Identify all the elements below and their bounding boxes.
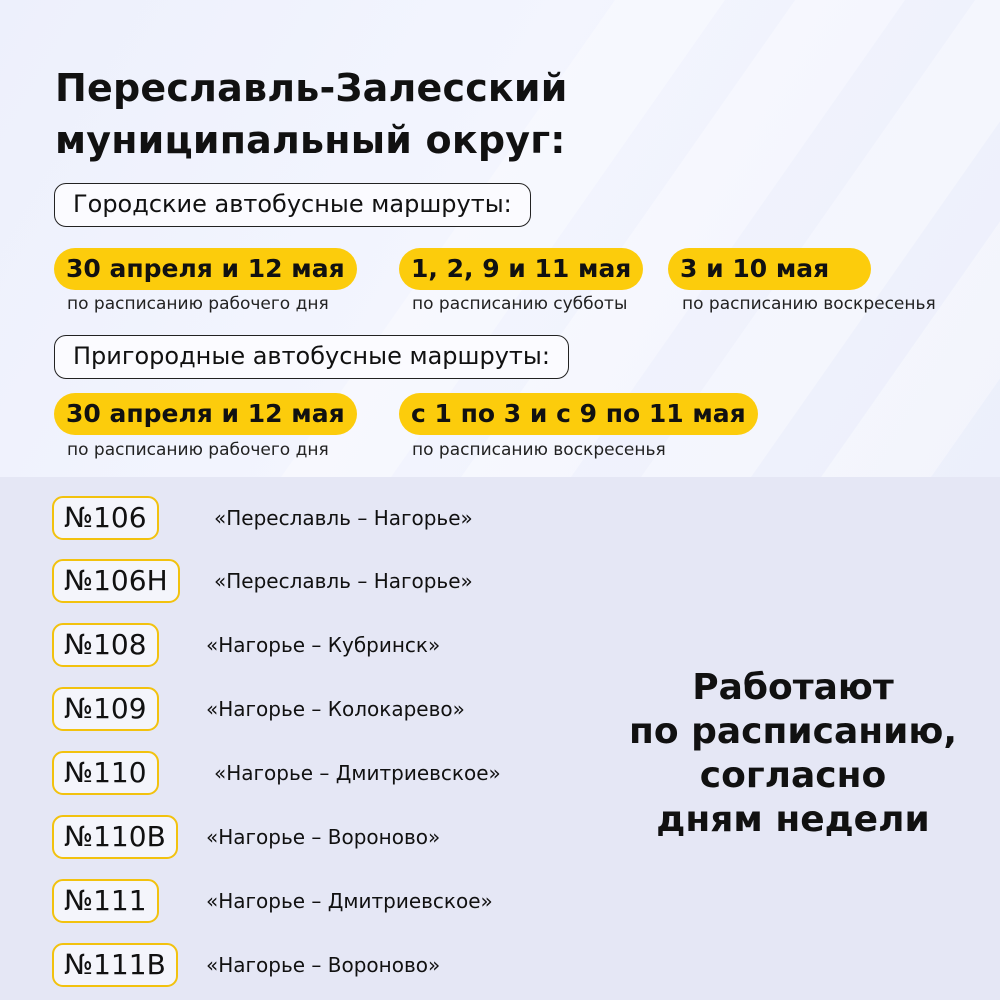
date-pill: 30 апреля и 12 мая [54, 393, 357, 435]
city-routes-heading: Городские автобусные маршруты: [54, 183, 531, 227]
route-name: «Нагорье – Кубринск» [206, 633, 441, 657]
route-name: «Переславль – Нагорье» [214, 569, 473, 593]
schedule-note: по расписанию рабочего дня [67, 440, 329, 460]
route-name: «Нагорье – Колокарево» [206, 697, 465, 721]
schedule-note: по расписанию воскресенья [412, 440, 666, 460]
route-number: №111 [52, 879, 159, 923]
route-number: №106 [52, 496, 159, 540]
schedule-info-text: Работают по расписанию, согласно дням недели [628, 667, 958, 840]
route-number: №108 [52, 623, 159, 667]
schedule-note: по расписанию субботы [412, 294, 628, 314]
route-name: «Нагорье – Дмитриевское» [214, 761, 501, 785]
date-pill: 3 и 10 мая [668, 248, 871, 290]
date-pill: 1, 2, 9 и 11 мая [399, 248, 643, 290]
route-number: №111В [52, 943, 178, 987]
route-number: №109 [52, 687, 159, 731]
schedule-note: по расписанию воскресенья [682, 294, 936, 314]
route-number: №110 [52, 751, 159, 795]
route-name: «Нагорье – Дмитриевское» [206, 889, 493, 913]
suburban-routes-heading: Пригородные автобусные маршруты: [54, 335, 569, 379]
route-name: «Нагорье – Вороново» [206, 825, 441, 849]
route-number: №110В [52, 815, 178, 859]
date-pill: с 1 по 3 и с 9 по 11 мая [399, 393, 758, 435]
route-number: №106Н [52, 559, 180, 603]
page-title: Переславль-Залесский муниципальный округ: [55, 66, 568, 162]
route-name: «Нагорье – Вороново» [206, 953, 441, 977]
date-pill: 30 апреля и 12 мая [54, 248, 357, 290]
route-name: «Переславль – Нагорье» [214, 506, 473, 530]
schedule-note: по расписанию рабочего дня [67, 294, 329, 314]
